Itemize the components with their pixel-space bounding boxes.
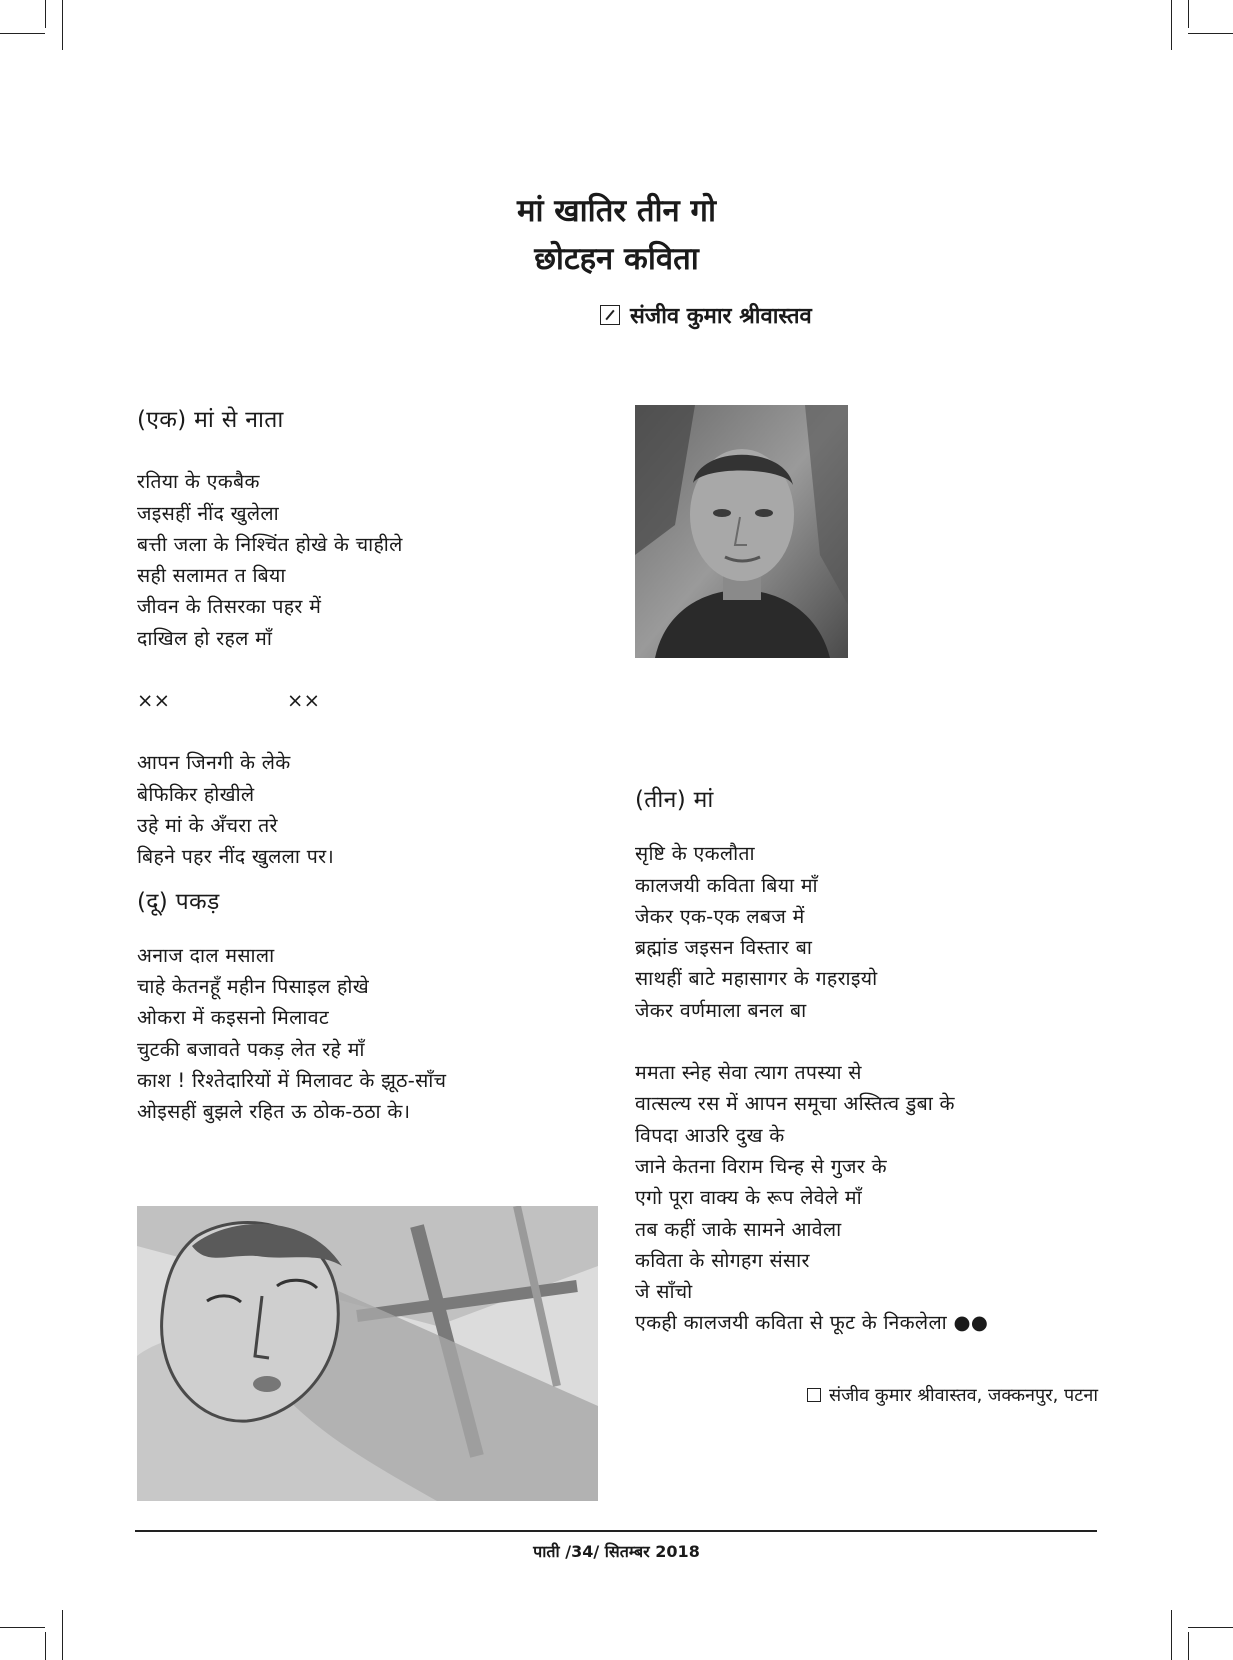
poem-line: बिहने पहर नींद खुलला पर। — [137, 845, 335, 869]
poem-line: जीवन के तिसरका पहर में — [137, 595, 322, 619]
square-bullet-icon — [807, 1388, 821, 1402]
author-credit — [807, 1383, 1098, 1407]
separator — [137, 685, 597, 716]
poem-line: दाखिल हो रहल माँ — [137, 626, 273, 650]
poem-line: सृष्टि के एकलौता — [635, 842, 755, 866]
crop-mark — [62, 1610, 63, 1660]
poem-line: एकही कालजयी कविता से फूट के निकलेला ●● — [635, 1311, 989, 1335]
poem-line: जाने केतना विराम चिन्ह से गुजर के — [635, 1154, 887, 1178]
poem-line: चुटकी बजावते पकड़ लेत रहे माँ — [137, 1037, 365, 1061]
poem-line: ओइसहीं बुझले रहित ऊ ठोक-ठठा के। — [137, 1100, 411, 1124]
crop-mark — [1171, 0, 1172, 50]
crop-mark — [1188, 1627, 1233, 1628]
poem-three-stanza-1 — [635, 838, 1115, 1026]
poem-line: जे साँचो — [635, 1280, 693, 1304]
crop-mark — [45, 0, 46, 28]
crop-mark — [1188, 0, 1189, 28]
crop-mark — [1171, 1610, 1172, 1660]
pen-icon — [600, 305, 620, 325]
poem-line: चाहे केतनहूँ महीन पिसाइल होखे — [137, 975, 369, 999]
poem-one — [137, 405, 597, 1128]
poem-two-stanza-1 — [137, 940, 597, 1128]
poem-line: उहे मां के अँचरा तरे — [137, 813, 278, 837]
crop-mark — [45, 1632, 46, 1660]
poem-line: सही सलामत त बिया — [137, 564, 286, 588]
poem-line: वात्सल्य रस में आपन समूचा अस्तित्व डुबा के — [635, 1092, 955, 1116]
byline — [600, 300, 812, 330]
poem-three-heading: (तीन) मां — [635, 787, 714, 813]
poem-line: कविता के सोगहग संसार — [635, 1248, 810, 1272]
credit-text: संजीव कुमार श्रीवास्तव, जक्कनपुर, पटना — [829, 1385, 1098, 1406]
poem-three — [635, 785, 1115, 1339]
poem-line: साथहीं बाटे महासागर के गहराइयो — [635, 967, 878, 991]
crop-mark — [0, 33, 45, 34]
poem-line: विपदा आउरि दुख के — [635, 1123, 785, 1147]
poem-line: रतिया के एकबैक — [137, 470, 260, 494]
page-footer: पाती /34/ सितम्बर 2018 — [533, 1542, 700, 1561]
poem-line: जइसहीं नींद खुलेला — [137, 501, 279, 525]
poem-line: तब कहीं जाके सामने आवेला — [635, 1217, 842, 1241]
crop-mark — [1188, 1632, 1189, 1660]
poem-line: काश ! रिश्तेदारियों में मिलावट के झूठ-साँच — [137, 1069, 447, 1093]
poem-one-heading: (एक) मां से नाता — [137, 407, 284, 433]
sketch-illustration — [137, 1206, 598, 1501]
title-line-2: छोटहन कविता — [534, 241, 699, 277]
poem-one-stanza-2 — [137, 747, 597, 872]
author-name: संजीव कुमार श्रीवास्तव — [630, 304, 812, 329]
poem-one-stanza-1 — [137, 466, 597, 654]
author-photo — [635, 405, 848, 658]
poem-line: एगो पूरा वाक्य के रूप लेवेले माँ — [635, 1186, 862, 1210]
poem-line: ममता स्नेह सेवा त्याग तपस्या से — [635, 1061, 862, 1085]
poem-line: कालजयी कविता बिया माँ — [635, 873, 818, 897]
poem-line: बेफिकिर होखीले — [137, 782, 255, 806]
crop-mark — [62, 0, 63, 50]
crop-mark — [1188, 33, 1233, 34]
poem-line: जेकर वर्णमाला बनल बा — [635, 998, 807, 1022]
footer-rule — [135, 1530, 1097, 1532]
poem-line: ब्रह्मांड जइसन विस्तार बा — [635, 936, 813, 960]
poem-line: ओकरा में कइसनो मिलावट — [137, 1006, 329, 1030]
title-line-1: मां खातिर तीन गो — [516, 193, 717, 229]
crop-mark — [0, 1627, 45, 1628]
poem-line: जेकर एक-एक लबज में — [635, 904, 805, 928]
separator-left: ×× — [137, 689, 171, 713]
poem-line: बत्ती जला के निश्चिंत होखे के चाहीले — [137, 532, 403, 556]
poem-three-stanza-2 — [635, 1057, 1115, 1339]
poem-line: आपन जिनगी के लेके — [137, 751, 291, 775]
poem-two-heading: (दू) पकड़ — [137, 888, 220, 915]
poem-line: अनाज दाल मसाला — [137, 943, 275, 967]
separator-right: ×× — [287, 689, 321, 713]
